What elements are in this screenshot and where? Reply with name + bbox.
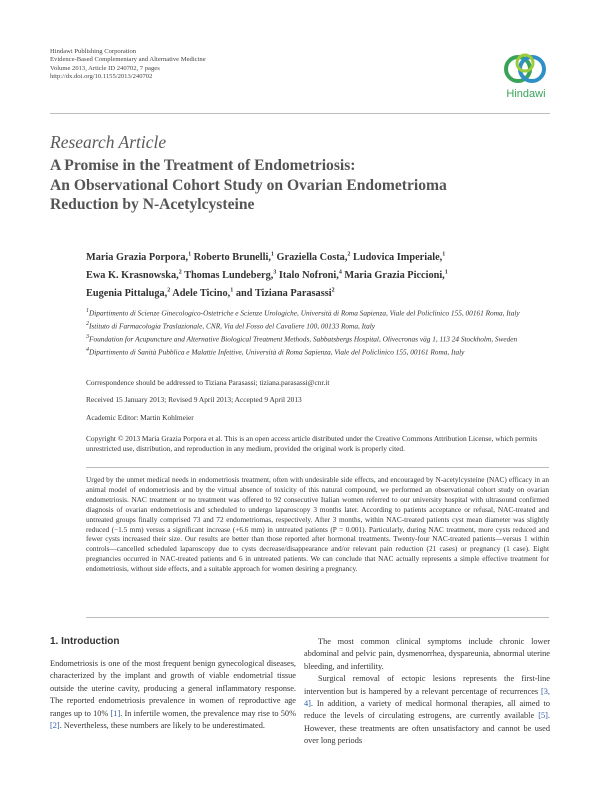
citation-link[interactable]: [5] (538, 711, 548, 721)
history-dates: Received 15 January 2013; Revised 9 April 2013; Accepted 9 April 2013 (86, 395, 302, 404)
volume-info: Volume 2013, Article ID 240702, 7 pages (50, 64, 160, 72)
doi-link[interactable]: http://dx.doi.org/10.1155/2013/240702 (50, 73, 153, 81)
affiliation: $^1$Dipartimento di Scienze Ginecologico-Ostetriche e Scienze Urologiche, Università di Roma Sapienza, Viale del Policlinico 155, 00161 Roma, Italy (86, 308, 520, 318)
article-type: Research Article (50, 132, 167, 152)
publisher: Hindawi Publishing Corporation (50, 48, 137, 55)
title-line: An Observational Cohort Study on Ovarian Endometrioma (50, 176, 447, 194)
article-title (50, 156, 550, 215)
abstract-divider-bottom (86, 617, 549, 618)
citation-link[interactable]: [3, 4] (304, 686, 550, 709)
paragraph: The most common clinical symptoms include chronic lower abdominal and pelvic pain, dysmenorrhea, dyspareunia, abnormal uterine bleeding, and infertility. (304, 637, 550, 671)
body-column-right (304, 636, 550, 748)
author: Ludovica Imperiale,$^1$ (352, 252, 446, 264)
citation-link[interactable]: [1] (110, 708, 121, 718)
header-divider (50, 113, 550, 114)
abstract-divider-top (86, 467, 549, 468)
author: Thomas Lundeberg,$^3$ (184, 269, 277, 282)
paragraph: Endometriosis is one of the most frequent benign gynecological diseases, characterized by the implant and growth of viable endometrial tissue outside the uterine cavity, producing a general inflammatory response. The reported endometriosis prevalence in women of reproductive age ranges up to 10% [1]. In infertile women, the prevalence may rise to 50% [2]. Nevertheless, these numbers are likely to be underestimated. (50, 659, 296, 731)
journal-name: Evidence-Based Complementary and Alternative Medicine (50, 56, 206, 64)
academic-editor: Academic Editor: Martin Kohlmeier (86, 413, 194, 422)
abstract: Urged by the unmet medical needs in endometriosis treatment, often with undesirable side effects, and encouraged by N-acetylcysteine (NAC) efficacy in an animal model of endometriosis and by the virtual absence of toxicity of this natural compound, we performed an observational cohort study on ovarian endometriosis. NAC treatment or no treatment was offered to 92 consecutive Italian women referred to our university hospital with ultrasound confirmed diagnosis of ovarian endometriosis and scheduled to undergo laparoscopy 3 months later. According to patients acceptance or refusal, NAC-treated and untreated groups finally comprised 73 and 72 endometriomas, respectively. After 3 months, within NAC-treated patients cyst mean diameter was slightly reduced (−1.5 mm) versus a significant increase (+6.6 mm) in untreated patients (P = 0.001). Particularly, during NAC treatment, more cysts reduced and fewer cysts increased their size. Our results are better than those reported after hormonal treatments. Twenty-four NAC-treated patients—versus 1 within controls—cancelled scheduled laparoscopy due to cysts decrease/disappearance and/or relevant pain reduction (21 cases) or pregnancy (1 case). Eight pregnancies occurred in NAC-treated patients and 6 in untreated patients. We can conclude that NAC actually represents a simple effective treatment for endometriosis, without side effects, and a suitable approach for women desiring a pregnancy. (86, 475, 549, 574)
affiliation-list (86, 306, 541, 358)
section-heading: 1. Introduction (50, 636, 120, 647)
journal-header (50, 48, 206, 82)
author: Eugenia Pittaluga,$^2$ (86, 287, 171, 300)
paragraph: Surgical removal of ectopic lesions represents the first-line intervention but is hampered by a relevant percentage of recurrences [3, 4]. In addition, a variety of medical hormonal therapies, all aimed to reduce the levels of circulating estrogens, are currently available [5]. However, these treatments are often unsatisfactory and cannot be used over long periods (304, 674, 550, 746)
author: Roberto Brunelli,$^1$ (193, 252, 274, 264)
correspondence: Correspondence should be addressed to Tiziana Parasassi; tiziana.parasassi@cnr.it (86, 378, 330, 387)
author: Maria Grazia Porpora,$^1$ (86, 252, 192, 264)
title-line: Reduction by N-Acetylcysteine (50, 196, 255, 214)
author: Graziella Costa,$^2$ (276, 252, 351, 264)
affiliation: $^2$Istituto di Farmacologia Traslazionale, CNR, Via del Fosso del Cavaliere 100, 00133 Roma, Italy (86, 321, 375, 331)
author: Italo Nofroni,$^4$ (278, 269, 342, 282)
affiliation: $^3$Foundation for Acupuncture and Alternative Biological Treatment Methods, Sabbatsbergs Hospital, Olivecronas väg 1, 113 24 Stockholm, Sweden (86, 334, 518, 344)
citation-link[interactable]: [2] (50, 721, 60, 731)
copyright-notice: Copyright © 2013 Maria Grazia Porpora et al. This is an open access article distributed under the Creative Commons Attribution License, which permits unrestricted use, distribution, and reproduction in any medium, provided the original work is properly cited. (86, 434, 538, 453)
body-column-left (50, 658, 296, 732)
logo-wordmark: Hindawi (506, 88, 546, 100)
title-line: A Promise in the Treatment of Endometriosis: (50, 157, 356, 174)
affiliation: $^4$Dipartimento di Sanità Pubblica e Malattie Infettive, Università di Roma Sapienza, Viale del Policlinico 155, 00161 Roma, Italy (86, 347, 465, 357)
author-list (86, 248, 541, 301)
author: Ewa K. Krasnowska,$^2$ (86, 269, 182, 282)
author: Adele Ticino,$^1$ (172, 287, 234, 300)
author: Maria Grazia Piccioni,$^1$ (344, 269, 448, 282)
author: and Tiziana Parasassi$^2$ (235, 287, 335, 300)
